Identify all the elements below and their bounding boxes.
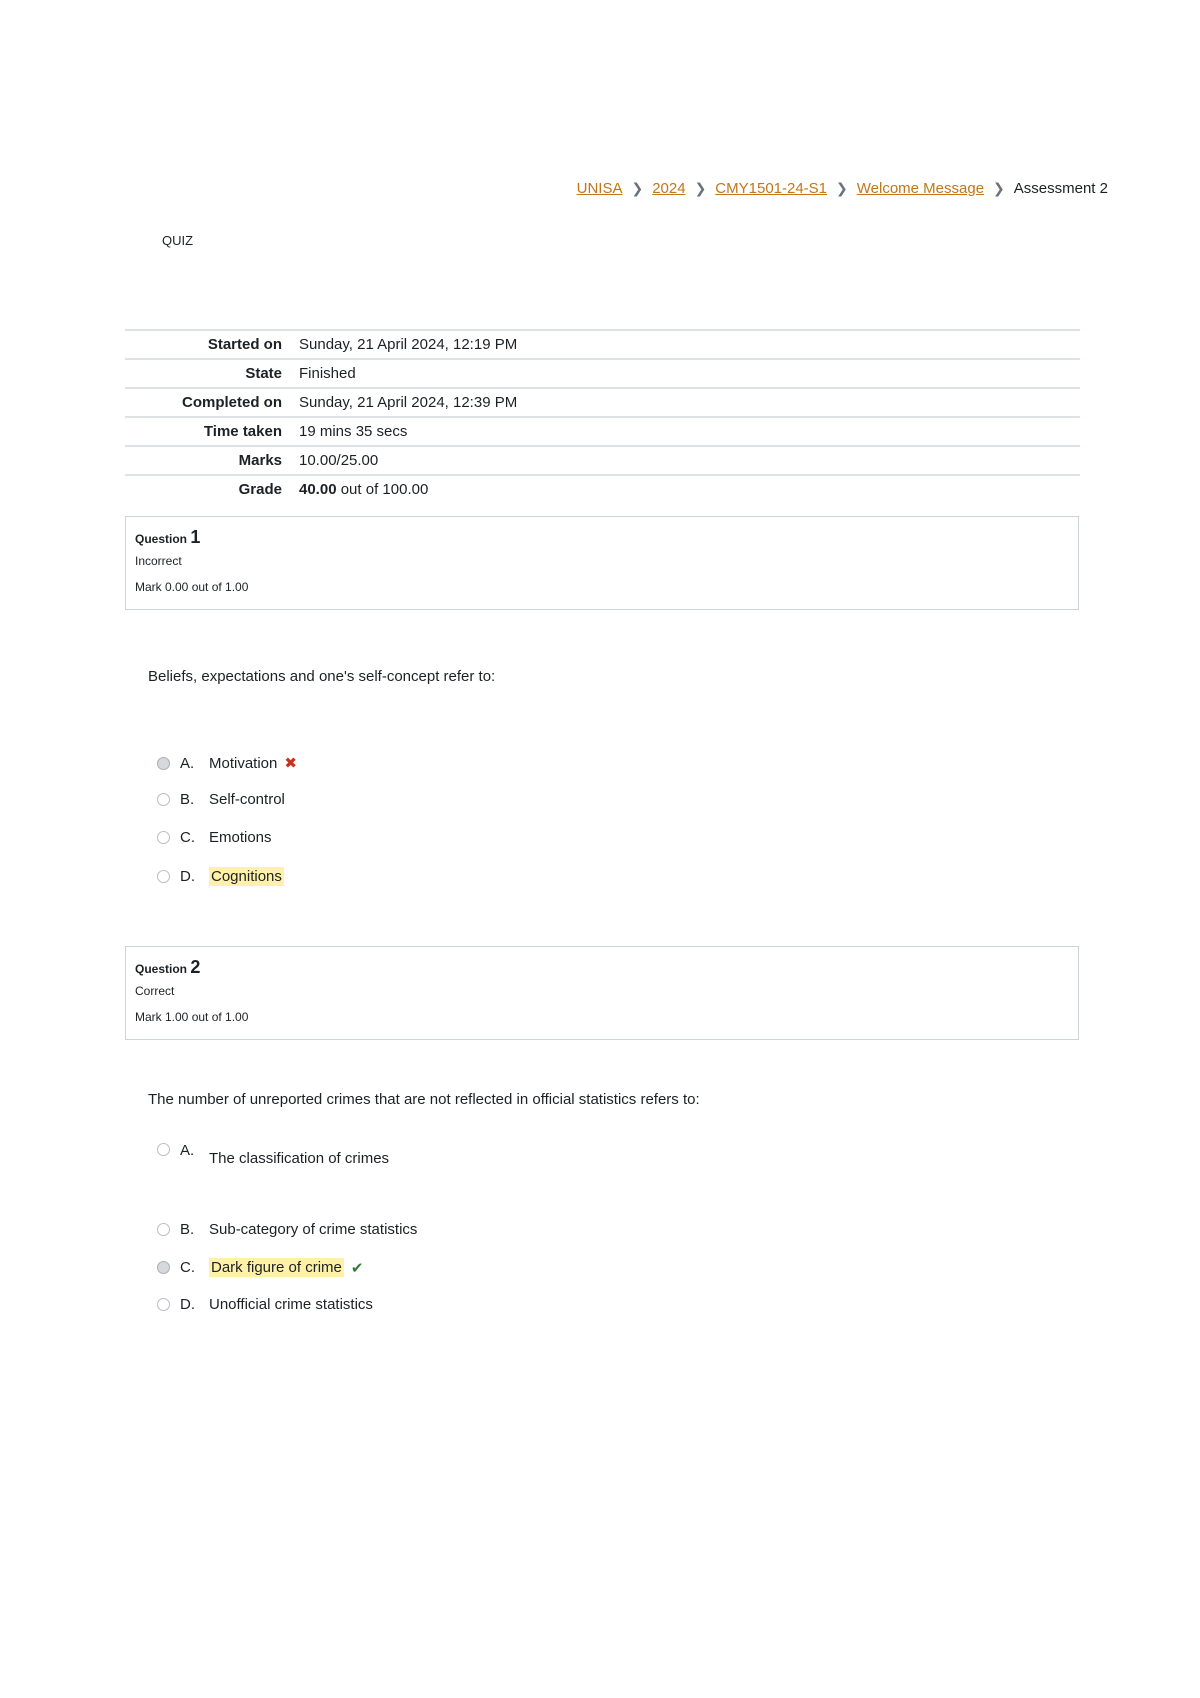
check-icon: ✔ bbox=[350, 1259, 364, 1277]
question-1-option-d[interactable] bbox=[157, 867, 284, 886]
question-state: Incorrect bbox=[135, 554, 182, 568]
question-number bbox=[135, 957, 1069, 978]
question-number-value: 2 bbox=[190, 957, 201, 977]
option-label: Emotions bbox=[209, 829, 272, 846]
summary-label: State bbox=[125, 359, 299, 388]
radio-button[interactable] bbox=[157, 1261, 170, 1274]
option-label-correct-answer: Dark figure of crime bbox=[211, 1259, 342, 1276]
question-prefix: Question bbox=[135, 532, 188, 546]
option-letter: C. bbox=[180, 1259, 195, 1276]
chevron-right-icon: ❯ bbox=[694, 180, 707, 196]
option-letter: D. bbox=[180, 868, 195, 885]
summary-value: 19 mins 35 secs bbox=[299, 417, 1080, 446]
chevron-right-icon: ❯ bbox=[631, 180, 644, 196]
question-2-option-d[interactable] bbox=[157, 1296, 373, 1313]
option-letter: B. bbox=[180, 1221, 195, 1238]
option-letter: A. bbox=[180, 754, 195, 772]
summary-value: Finished bbox=[299, 359, 1080, 388]
summary-label: Marks bbox=[125, 446, 299, 475]
question-state: Correct bbox=[135, 984, 175, 998]
option-label: Unofficial crime statistics bbox=[209, 1296, 373, 1313]
breadcrumb bbox=[577, 180, 1108, 197]
option-letter: C. bbox=[180, 829, 195, 846]
chevron-right-icon: ❯ bbox=[993, 180, 1005, 196]
question-2-option-c[interactable] bbox=[157, 1258, 363, 1277]
question-2-option-b[interactable] bbox=[157, 1221, 417, 1238]
option-letter: D. bbox=[180, 1296, 195, 1313]
question-2-option-a[interactable] bbox=[157, 1142, 389, 1167]
radio-button[interactable] bbox=[157, 793, 170, 806]
grade-value: 40.00 bbox=[299, 481, 337, 498]
radio-button[interactable] bbox=[157, 870, 170, 883]
attempt-summary-table bbox=[125, 329, 1080, 503]
grade-suffix: out of 100.00 bbox=[340, 481, 429, 498]
option-label-correct-answer: Cognitions bbox=[211, 868, 282, 885]
radio-button[interactable] bbox=[157, 1298, 170, 1311]
breadcrumb-link-course[interactable]: CMY1501-24-S1 bbox=[715, 180, 828, 197]
question-mark: Mark 0.00 out of 1.00 bbox=[135, 580, 249, 594]
summary-label: Started on bbox=[125, 330, 299, 359]
option-label: The classification of crimes bbox=[209, 1150, 390, 1167]
question-prefix: Question bbox=[135, 962, 188, 976]
summary-label: Completed on bbox=[125, 388, 299, 417]
summary-row bbox=[125, 330, 1080, 359]
option-label: Sub-category of crime statistics bbox=[209, 1221, 418, 1238]
summary-row bbox=[125, 388, 1080, 417]
summary-row bbox=[125, 446, 1080, 475]
radio-button[interactable] bbox=[157, 831, 170, 844]
question-number-value: 1 bbox=[190, 527, 201, 547]
breadcrumb-link-welcome[interactable]: Welcome Message bbox=[856, 180, 985, 197]
question-1-option-c[interactable] bbox=[157, 829, 272, 846]
radio-button[interactable] bbox=[157, 757, 170, 770]
breadcrumb-link-unisa[interactable]: UNISA bbox=[576, 180, 623, 197]
summary-value: 10.00/25.00 bbox=[299, 446, 1080, 475]
option-label: Motivation bbox=[209, 754, 278, 772]
chevron-right-icon: ❯ bbox=[836, 180, 848, 196]
cross-icon: ✖ bbox=[284, 755, 297, 772]
question-number bbox=[135, 527, 1069, 548]
question-1-text: Beliefs, expectations and one's self-concept refer to: bbox=[148, 668, 496, 685]
grade-value-cell bbox=[299, 475, 1080, 503]
option-label: Self-control bbox=[209, 791, 285, 808]
grade-label: Grade bbox=[125, 475, 299, 503]
question-mark: Mark 1.00 out of 1.00 bbox=[135, 1010, 249, 1024]
option-letter: A. bbox=[180, 1142, 195, 1159]
summary-row bbox=[125, 417, 1080, 446]
radio-button[interactable] bbox=[157, 1143, 170, 1156]
question-2-info bbox=[125, 946, 1079, 1040]
page-label: QUIZ bbox=[162, 233, 194, 248]
summary-row-grade bbox=[125, 475, 1080, 503]
radio-button[interactable] bbox=[157, 1223, 170, 1236]
question-1-info bbox=[125, 516, 1079, 610]
breadcrumb-link-year[interactable]: 2024 bbox=[652, 180, 686, 197]
question-1-option-b[interactable] bbox=[157, 791, 285, 808]
summary-value: Sunday, 21 April 2024, 12:39 PM bbox=[299, 388, 1080, 417]
question-2-text: The number of unreported crimes that are not reflected in official statistics refers to: bbox=[148, 1091, 700, 1108]
breadcrumb-current: Assessment 2 bbox=[1013, 180, 1108, 197]
summary-value: Sunday, 21 April 2024, 12:19 PM bbox=[299, 330, 1080, 359]
option-letter: B. bbox=[180, 791, 195, 808]
summary-label: Time taken bbox=[125, 417, 299, 446]
question-1-option-a[interactable] bbox=[157, 754, 297, 772]
summary-row bbox=[125, 359, 1080, 388]
